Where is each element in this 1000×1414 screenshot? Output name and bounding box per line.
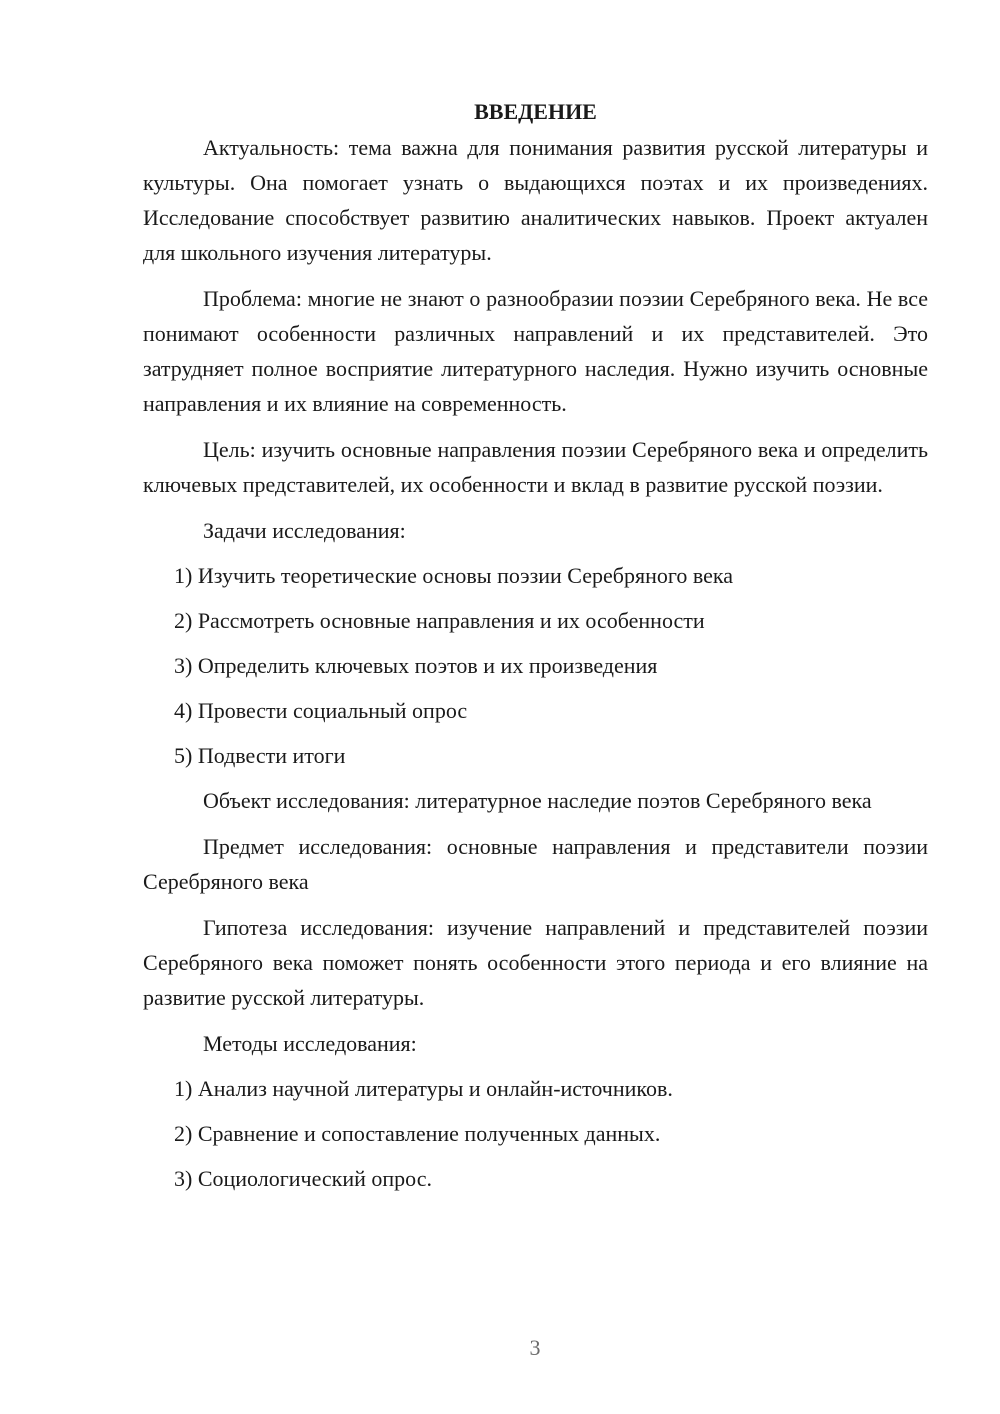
subject-paragraph: Предмет исследования: основные направления и представители поэзии Серебряного века — [143, 834, 928, 894]
goal-paragraph: Цель: изучить основные направления поэзии Серебряного века и определить ключевых представителей, их особенности и вклад в развитие русской поэзии. — [143, 437, 928, 497]
problem-paragraph: Проблема: многие не знают о разнообразии поэзии Серебряного века. Не все понимают особенности различных направлений и их представителей. Это затрудняет полное восприятие литературного наследия. Нужно изучить основные направления и их влияние на современность. — [143, 286, 928, 416]
tasks-label: Задачи исследования: — [203, 518, 406, 543]
methods-list — [143, 1071, 928, 1196]
list-item: 2) Рассмотреть основные направления и их особенности — [174, 608, 705, 633]
page-number: 3 — [529, 1335, 541, 1360]
list-item: 3) Социологический опрос. — [174, 1166, 432, 1191]
page-content — [143, 94, 928, 1206]
tasks-list — [143, 558, 928, 773]
section-heading: ВВЕДЕНИЕ — [474, 99, 597, 124]
list-item: 4) Провести социальный опрос — [174, 698, 468, 723]
list-item: 5) Подвести итоги — [174, 743, 346, 768]
list-item: 1) Изучить теоретические основы поэзии Серебряного века — [174, 563, 733, 588]
list-item: 2) Сравнение и сопоставление полученных данных. — [174, 1121, 661, 1146]
methods-label: Методы исследования: — [203, 1031, 417, 1056]
relevance-paragraph: Актуальность: тема важна для понимания развития русской литературы и культуры. Она помогает узнать о выдающихся поэтах и их произведениях. Исследование способствует развитию аналитических навыков. Проект актуален для школьного изучения литературы. — [143, 135, 928, 265]
list-item: 3) Определить ключевых поэтов и их произведения — [174, 653, 658, 678]
object-paragraph: Объект исследования: литературное наследие поэтов Серебряного века — [203, 788, 872, 813]
hypothesis-paragraph: Гипотеза исследования: изучение направлений и представителей поэзии Серебряного века поможет понять особенности этого периода и его влияние на развитие русской литературы. — [143, 915, 928, 1010]
list-item: 1) Анализ научной литературы и онлайн-источников. — [174, 1076, 673, 1101]
